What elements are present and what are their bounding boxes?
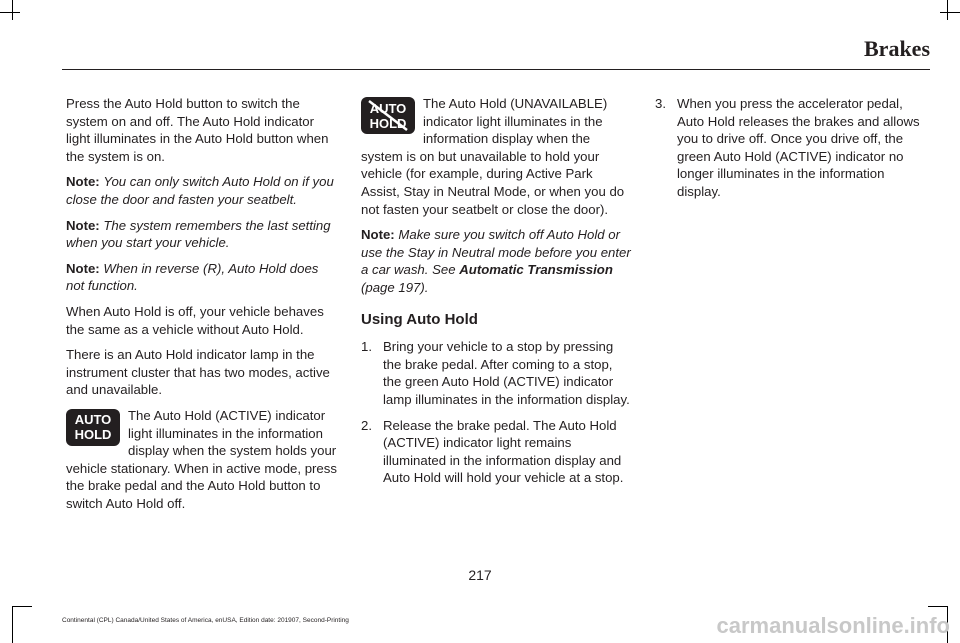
watermark: carmanualsonline.info bbox=[716, 613, 950, 638]
crop-mark-bottom-left-h bbox=[12, 606, 32, 607]
list-item bbox=[655, 95, 929, 201]
crop-mark-bottom-left-v bbox=[12, 606, 13, 643]
list-item bbox=[361, 338, 631, 408]
left-column bbox=[66, 95, 338, 520]
paragraph: The Auto Hold (UNAVAILABLE) indicator light illuminates in the information display when the system is on but unavailable to hold your vehicle (for example, during Active Park Assist, Stay in Neutral Mode, or when you do not fasten your seatbelt or close the door). bbox=[361, 96, 625, 217]
middle-column bbox=[361, 95, 631, 495]
right-column bbox=[655, 95, 929, 209]
paragraph: Press the Auto Hold button to switch the system on and off. The Auto Hold indicator light illuminates in the Auto Hold button when the system is on. bbox=[66, 96, 329, 164]
crop-mark-bottom-right-h bbox=[928, 606, 948, 607]
note bbox=[66, 217, 338, 252]
step-number: 2. bbox=[361, 417, 372, 433]
paragraph: The Auto Hold (ACTIVE) indicator light illuminates in the information display when the system holds your vehicle stationary. When in active mode, press the brake pedal and the Auto Hold button to switch Auto Hold off. bbox=[66, 407, 337, 511]
page-number: 217 bbox=[468, 567, 492, 583]
unavailable-indicator-block bbox=[361, 95, 631, 218]
crop-mark-top-left-h bbox=[0, 12, 20, 13]
note-text: The system remembers the last setting when you start your vehicle. bbox=[66, 217, 331, 251]
page-title: Brakes bbox=[864, 36, 930, 61]
step-number: 1. bbox=[361, 339, 372, 355]
paragraph: There is an Auto Hold indicator lamp in the instrument cluster that has two modes, active and unavailable. bbox=[66, 347, 330, 398]
note-label: Note: bbox=[66, 217, 100, 233]
step-number: 3. bbox=[655, 96, 666, 111]
icon-line: HOLD bbox=[369, 115, 407, 131]
active-indicator-block bbox=[66, 407, 338, 513]
crop-mark-top-right-v bbox=[947, 0, 948, 20]
step-text: When you press the accelerator pedal, Auto Hold releases the brakes and allows you to drive off. Once you drive off, the green Auto Hold (ACTIVE) indicator no longer illuminates in the information display. bbox=[677, 96, 920, 199]
note bbox=[66, 173, 338, 208]
note-text: When in reverse (R), Auto Hold does not function. bbox=[66, 260, 319, 294]
auto-hold-active-icon bbox=[66, 409, 120, 446]
icon-line: HOLD bbox=[74, 427, 112, 443]
page-reference: (page 197). bbox=[361, 279, 429, 295]
crop-mark-top-left-v bbox=[12, 0, 13, 20]
cross-reference-link[interactable]: Automatic Transmission bbox=[459, 262, 613, 278]
steps-list bbox=[655, 95, 929, 201]
section-heading: Using Auto Hold bbox=[361, 310, 478, 328]
list-item bbox=[361, 417, 631, 487]
footer-edition: Continental (CPL) Canada/United States of America, enUSA, Edition date: 201907, Second-Printing bbox=[62, 617, 349, 624]
header-rule bbox=[62, 69, 930, 70]
note bbox=[66, 260, 338, 295]
note-label: Note: bbox=[361, 227, 395, 243]
note-text: Make sure you switch off Auto Hold or use the Stay in Neutral mode before you enter a car wash. See bbox=[361, 227, 631, 278]
icon-line: AUTO bbox=[369, 100, 407, 116]
steps-list bbox=[361, 338, 631, 487]
note-label: Note: bbox=[66, 174, 100, 190]
crop-mark-top-right-h bbox=[940, 12, 960, 13]
slash-icon bbox=[361, 97, 415, 134]
note bbox=[361, 226, 631, 296]
step-text: Release the brake pedal. The Auto Hold (ACTIVE) indicator light remains illuminated in the information display and Auto Hold will hold your vehicle at a stop. bbox=[383, 417, 624, 486]
icon-line: AUTO bbox=[74, 412, 112, 428]
note-label: Note: bbox=[66, 260, 100, 276]
note-text: You can only switch Auto Hold on if you close the door and fasten your seatbelt. bbox=[66, 174, 334, 207]
auto-hold-unavailable-icon bbox=[361, 97, 415, 134]
paragraph: When Auto Hold is off, your vehicle behaves the same as a vehicle without Auto Hold. bbox=[66, 303, 324, 337]
step-text: Bring your vehicle to a stop by pressing the brake pedal. After coming to a stop, the green Auto Hold (ACTIVE) indicator lamp illuminates in the information display. bbox=[383, 339, 630, 407]
